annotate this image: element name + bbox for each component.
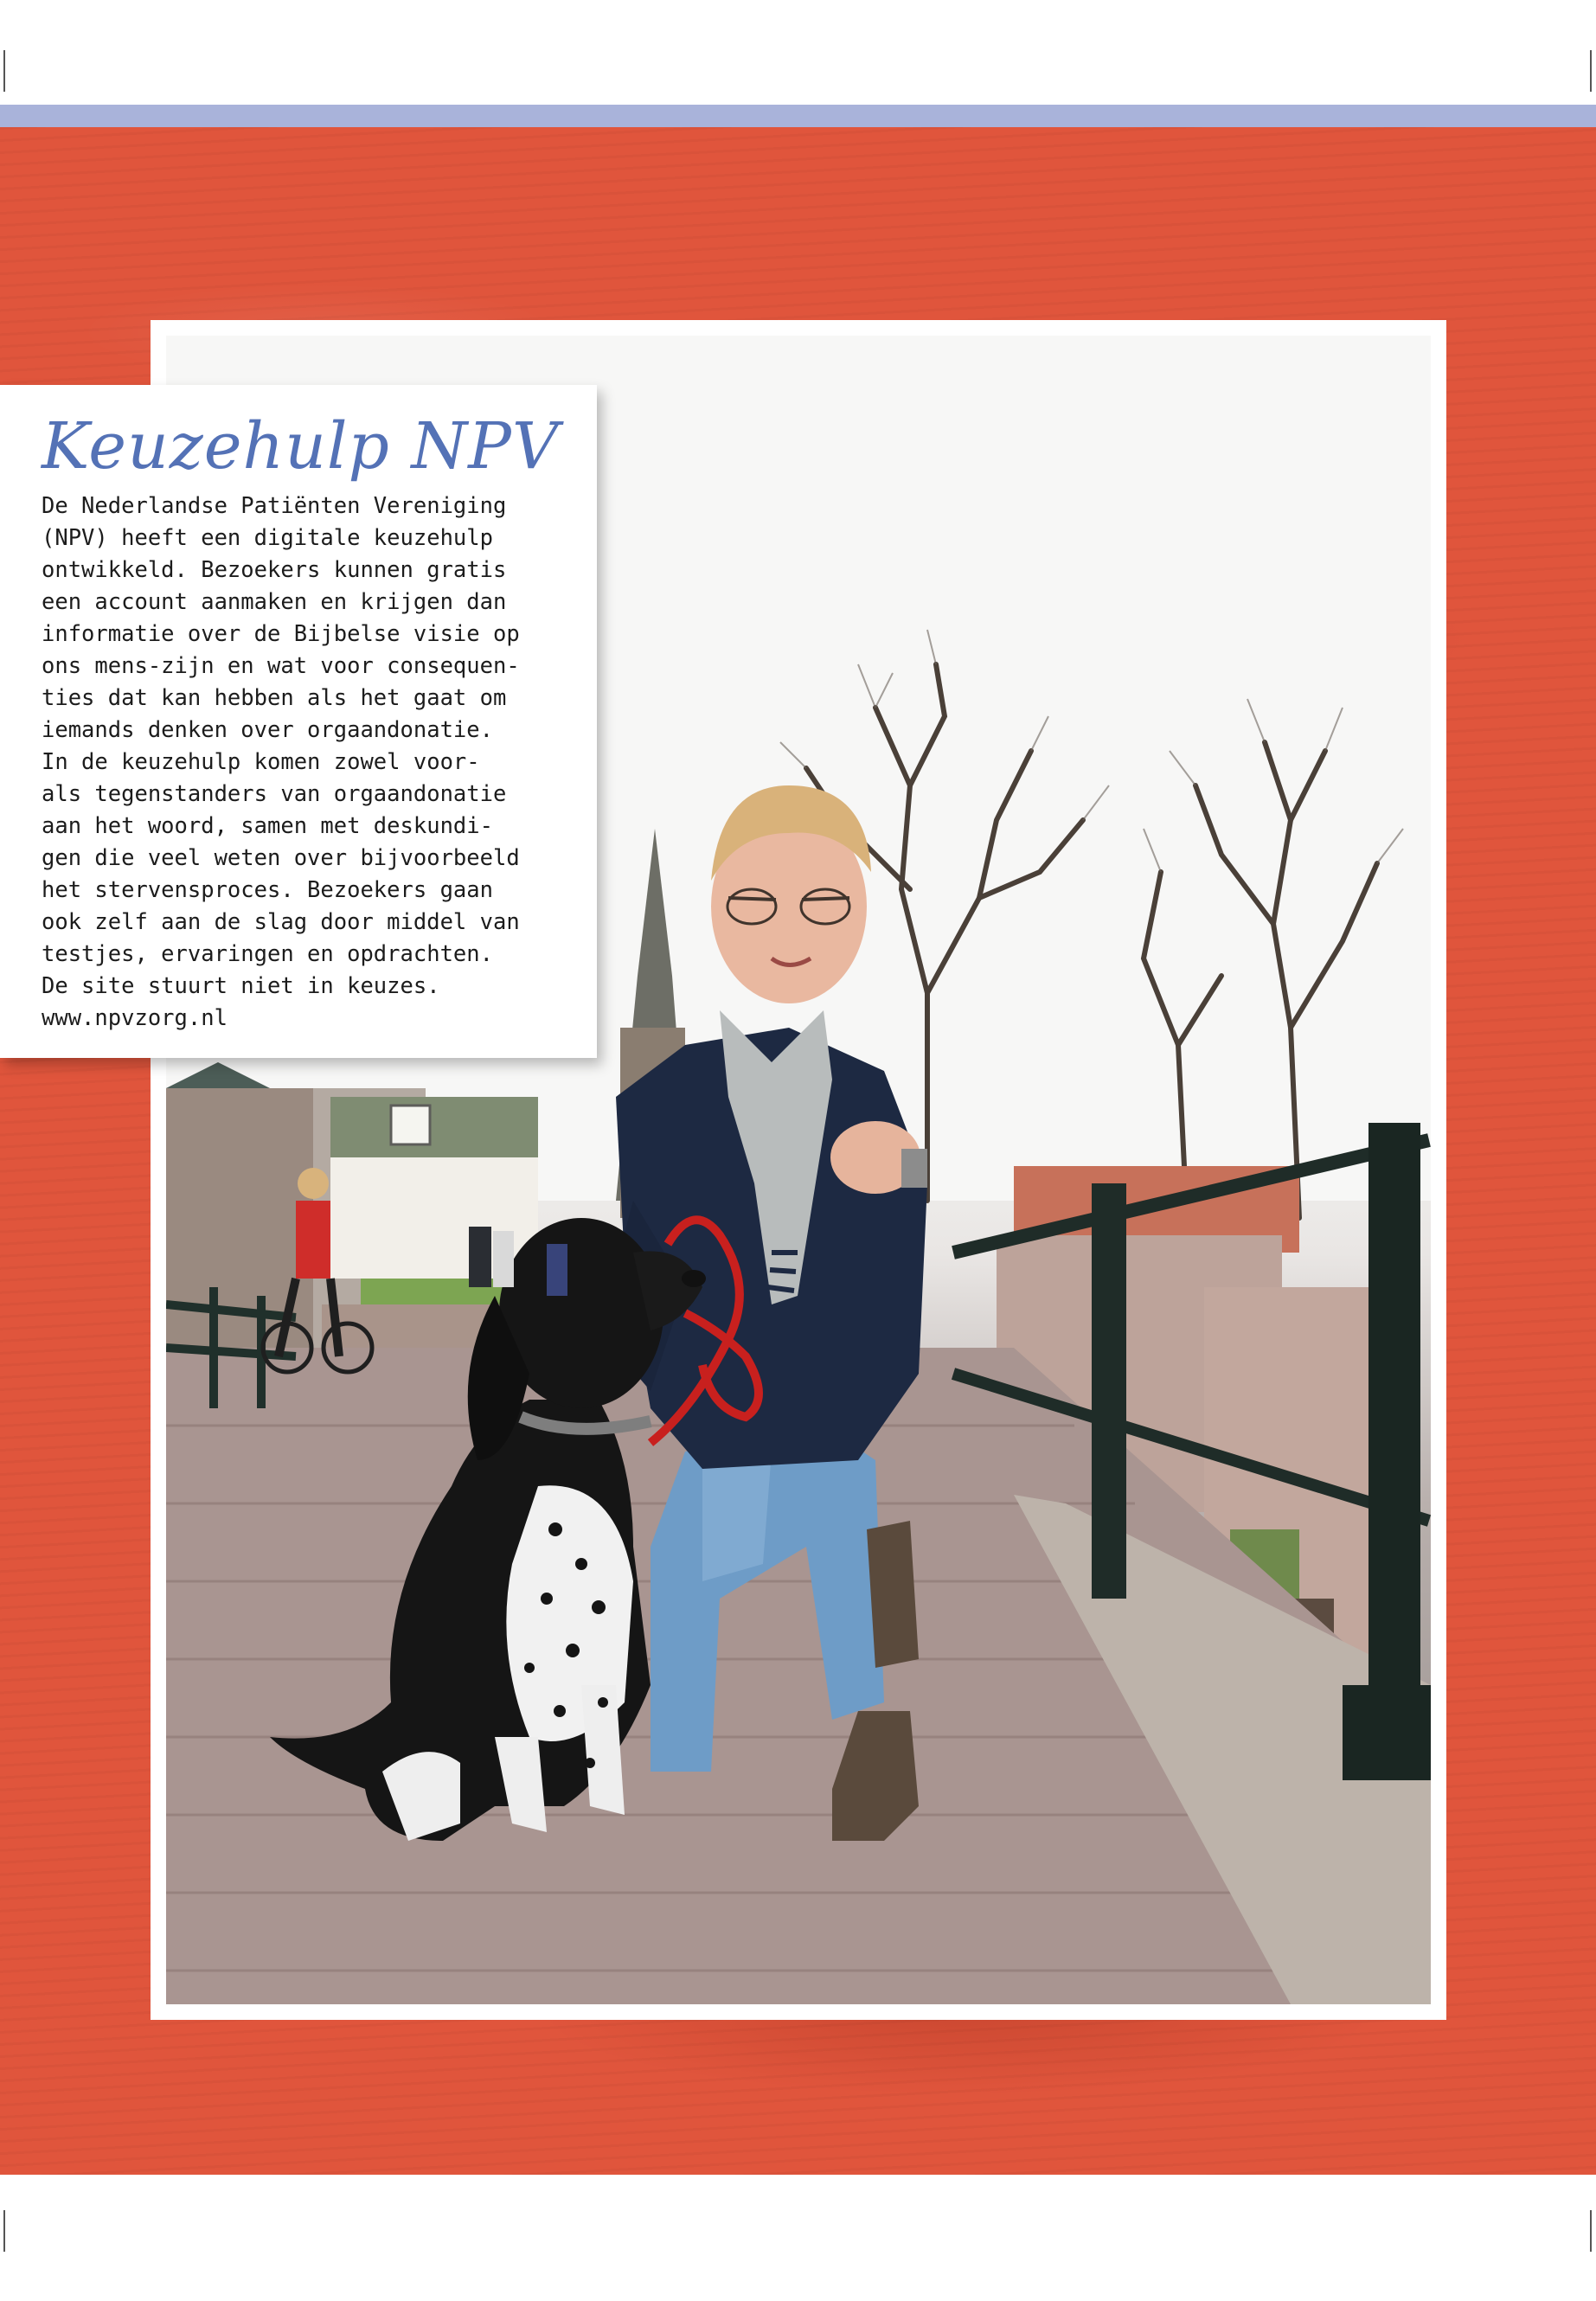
crop-mark-bottom-right — [1590, 2210, 1592, 2252]
info-line: (NPV) heeft een digitale keuzehulp — [42, 525, 493, 551]
crop-mark-top-right — [1590, 50, 1592, 92]
info-line: gen die veel weten over bijvoorbeeld — [42, 845, 520, 871]
info-line: De site stuurt niet in keuzes. — [42, 973, 440, 999]
info-line: ontwikkeld. Bezoekers kunnen gratis — [42, 557, 507, 583]
info-line: een account aanmaken en krijgen dan — [42, 589, 507, 615]
crop-mark-top-left — [3, 50, 5, 92]
info-box-keuzehulp — [0, 385, 597, 1058]
info-line: iemands denken over orgaandonatie. — [42, 717, 493, 743]
info-line: informatie over de Bijbelse visie op — [42, 621, 520, 647]
info-box-body — [42, 490, 578, 1035]
crop-mark-bottom-left — [3, 2210, 5, 2252]
info-line: als tegenstanders van orgaandonatie — [42, 781, 507, 807]
info-line: het stervensproces. Bezoekers gaan — [42, 877, 493, 903]
info-line: De Nederlandse Patiënten Vereniging — [42, 493, 507, 519]
top-color-stripe — [0, 105, 1596, 127]
info-line: aan het woord, samen met deskundi- — [42, 813, 493, 839]
info-box-title: Keuzehulp NPV — [42, 409, 560, 484]
info-line: ties dat kan hebben als het gaat om — [42, 685, 507, 711]
info-line: ons mens-zijn en wat voor consequen- — [42, 653, 520, 679]
info-line: testjes, ervaringen en opdrachten. — [42, 941, 493, 967]
info-line: In de keuzehulp komen zowel voor- — [42, 749, 480, 775]
website-link[interactable]: www.npvzorg.nl — [42, 1005, 228, 1031]
info-line: ook zelf aan de slag door middel van — [42, 909, 520, 935]
